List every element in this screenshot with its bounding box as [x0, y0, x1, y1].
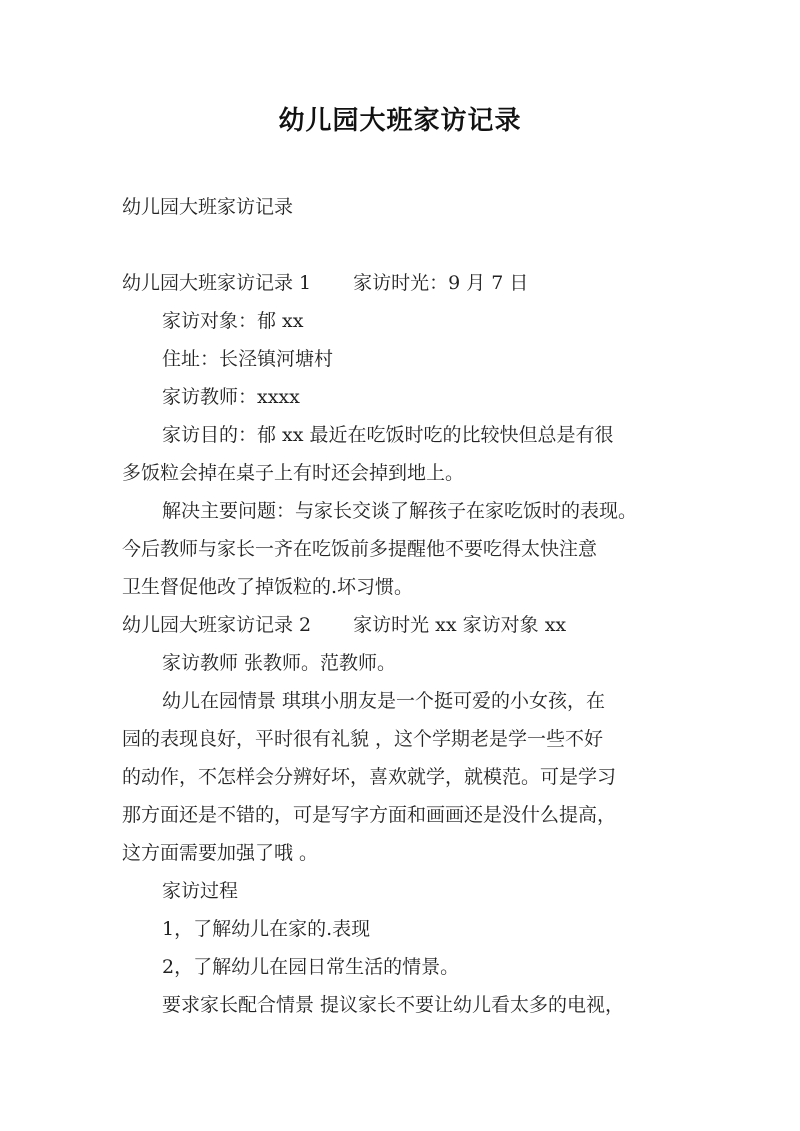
document-title: 幼儿园大班家访记录 — [278, 106, 522, 136]
record-2-header-line — [122, 610, 566, 637]
record-1-purpose-line-2: 多饭粒会掉在桌子上有时还会掉到地上。 — [122, 462, 465, 484]
record-2-process-label: 家访过程 — [162, 880, 239, 902]
record-1-address: 住址：长泾镇河塘村 — [162, 348, 334, 370]
record-2-situation-line-1: 幼儿在园情景 琪琪小朋友是一个挺可爱的小女孩，在 — [162, 690, 606, 712]
record-1-header-line — [122, 268, 528, 295]
record-2-situation-line-5: 这方面需要加强了哦 。 — [122, 842, 319, 864]
record-2-process-item-1: 1，了解幼儿在家的.表现 — [162, 918, 371, 940]
record-2-teacher: 家访教师 张教师。范教师。 — [162, 652, 397, 674]
record-1-target: 家访对象：郁 xx — [162, 310, 304, 332]
record-1-solution-line-1: 解决主要问题：与家长交谈了解孩子在家吃饭时的表现。 — [162, 500, 638, 522]
document-subtitle: 幼儿园大班家访记录 — [122, 196, 294, 218]
record-2-situation-line-3: 的动作，不怎样会分辨好坏，喜欢就学，就模范。可是学习 — [122, 766, 617, 788]
record-2-time-target: 家访时光 xx 家访对象 xx — [353, 614, 567, 636]
record-2-situation-line-2: 园的表现良好，平时很有礼貌 ，这个学期老是学一些不好 — [122, 728, 604, 750]
record-1-solution-line-2: 今后教师与家长一齐在吃饭前多提醒他不要吃得太快注意 — [122, 538, 598, 560]
record-2-heading: 幼儿园大班家访记录 2 — [122, 614, 312, 636]
record-1-purpose-line-1: 家访目的：郁 xx 最近在吃饭时吃的比较快但总是有很 — [162, 424, 614, 446]
record-1-teacher: 家访教师：xxxx — [162, 386, 300, 408]
record-1-time: 家访时光：9 月 7 日 — [353, 272, 529, 294]
record-2-process-item-2: 2，了解幼儿在园日常生活的情景。 — [162, 956, 460, 978]
record-2-situation-line-4: 那方面还是不错的，可是写字方面和画画还是没什么提高， — [122, 804, 617, 826]
record-1-solution-line-3: 卫生督促他改了掉饭粒的.坏习惯。 — [122, 576, 414, 598]
record-2-request-line-1: 要求家长配合情景 提议家长不要让幼儿看太多的电视， — [162, 994, 625, 1016]
record-1-heading: 幼儿园大班家访记录 1 — [122, 272, 312, 294]
